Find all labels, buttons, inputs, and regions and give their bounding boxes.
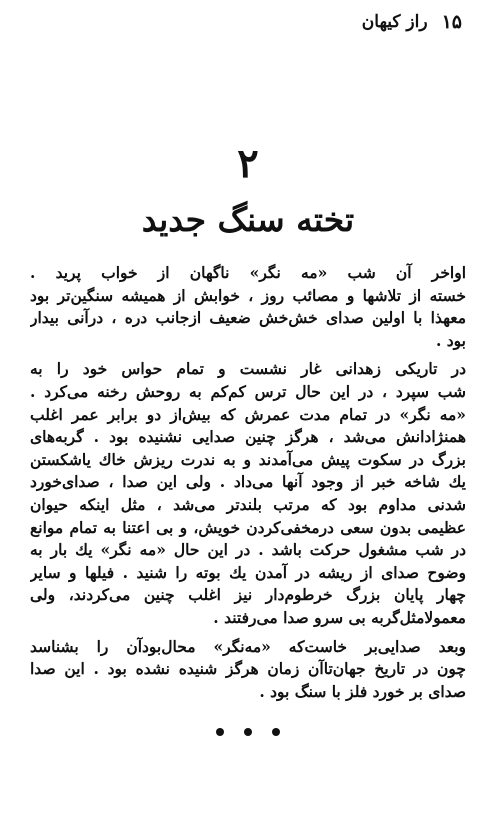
page-number: ۱۵ (441, 11, 462, 33)
body-text (30, 262, 466, 709)
running-header (292, 9, 462, 35)
text-line: همنژادانش می‌شد ، هرگز چنین صدایی نشنیده بود . گربه‌های (30, 427, 466, 447)
text-line: چهار پایان بزرگ خرطوم‌دار نیز اغلب چنین می‌کردند، ولی (30, 585, 466, 605)
ornament-dot (244, 728, 252, 736)
text-line: بزرگ در سکوت پیش می‌آمدند و به ندرت ریزش خاك یاشکستن (30, 449, 466, 469)
text-line: صدای بر خورد فلز با سنگ بود . (259, 681, 466, 701)
text-line: چون در تاریخ جهان‌تاآن زمان هرگز شنیده نشده بود . این صدا (30, 659, 466, 679)
text-line: شب سپرد ، در این حال ترس کم‌کم به روحش رخنه می‌کرد . (30, 381, 466, 401)
paragraph-3 (30, 636, 466, 704)
ornament-dot (272, 728, 280, 736)
section-break-ornament (0, 728, 496, 736)
text-line: در شب مشغول حرکت باشد . در این حال «مه نگر» یك بار به (30, 540, 466, 560)
ornament-dot (216, 728, 224, 736)
text-line: بود . (435, 330, 466, 350)
text-line: در تاریکی زهدانی غار نشست و تمام حواس خود را به (30, 359, 466, 379)
text-line: معمولامثل‌گربه بی سرو صدا می‌رفتند . (213, 607, 466, 627)
text-line: شدنی مداوم بود که مرتب بلندتر می‌شد ، مثل اینکه حیوان (30, 494, 466, 514)
text-line: خسته از تلاشها و مصائب روز ، خوابش از همیشه سنگین‌تر بود (30, 285, 466, 305)
text-line: «مه نگر» در تمام مدت عمرش که بیش‌از دو برابر عمر اغلب (30, 404, 466, 424)
paragraph-1 (30, 262, 466, 352)
text-line: وضوح صدای از ریشه در آمدن یك بوته را شنید . فیلها و سایر (30, 562, 466, 582)
running-title: راز کیهان (361, 12, 428, 32)
chapter-number: ۲ (237, 140, 259, 187)
text-line: وبعد صدایی‌بر خاست‌که «مه‌نگر» محال‌بودآن را بشناسد (30, 636, 466, 656)
paragraph-2 (30, 358, 466, 629)
chapter-title: تخته سنگ جدید (141, 200, 355, 239)
text-line: عظیمی بدون سعی درمخفی‌کردن خویش، و بی اعتنا به تمام موانع (30, 517, 466, 537)
text-line: یك شاخه خبر از وجود آنها می‌داد . ولی این صدا ، صدای‌خورد (30, 472, 466, 492)
text-line: اواخر آن شب «مه نگر» ناگهان از خواب پرید . (30, 263, 466, 282)
text-line: معهذا با اولین صدای خش‌خش ضعیف ازجانب دره ، درآنی بیدار (30, 308, 466, 328)
